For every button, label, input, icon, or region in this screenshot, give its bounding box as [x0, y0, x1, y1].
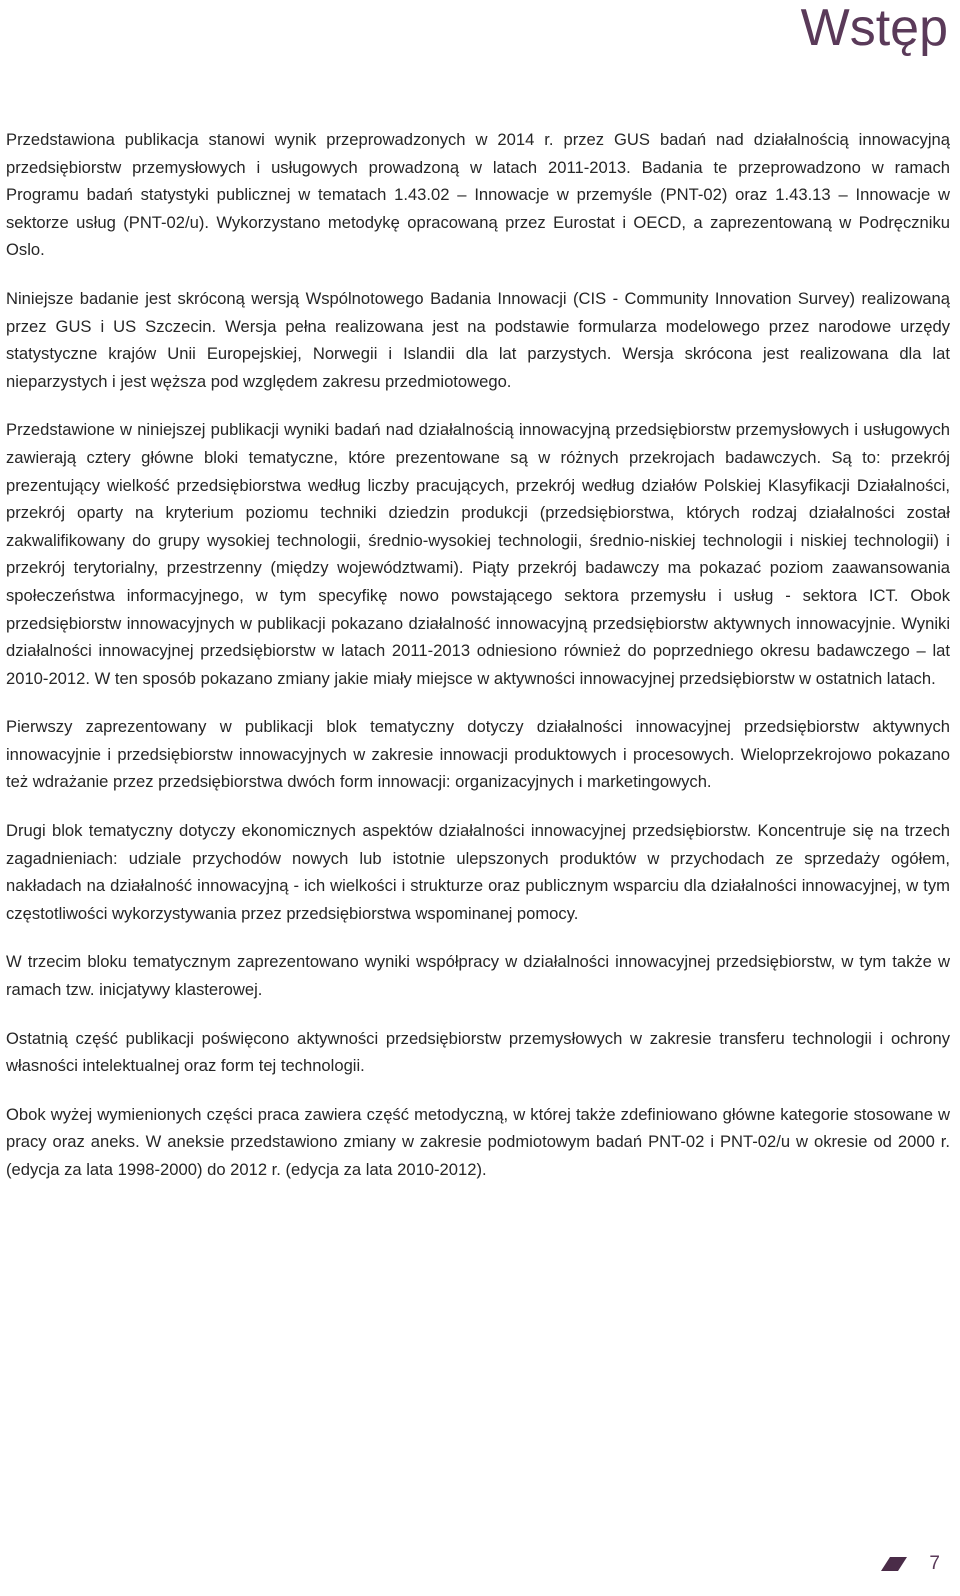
- paragraph-8: Obok wyżej wymienionych części praca zawiera część metodyczną, w której także zdefiniowano główne kategorie stosowane w pracy oraz aneks. W aneksie przedstawiono zmiany w zakresie podmiotowym badań PNT-02 i PNT-02/u w okresie od 2000 r. (edycja za lata 1998-2000) do 2012 r. (edycja za lata 2010-2012).: [6, 1104, 950, 1179]
- paragraph-6: W trzecim bloku tematycznym zaprezentowano wyniki współpracy w działalności innowacyjnej przedsiębiorstw, w tym także w ramach tzw. inicjatywy klasterowej.: [6, 952, 950, 1000]
- slash-mark-icon: [881, 1557, 907, 1571]
- paragraph-3: Przedstawione w niniejszej publikacji wyniki badań nad działalnością innowacyjną przedsiębiorstw przemysłowych i usługowych zawierają cztery główne bloki tematyczne, które prezentowane są w różnych przekrojach badawczych. Są to: przekrój prezentujący wielkość przedsiębiorstwa według liczby pracujących, przekrój według działów Polskiej Klasyfikacji Działalności, przekrój oparty na kryterium poziomu techniki dziedzin produkcji (przedsiębiorstwa, których rodzaj działalności został zakwalifikowany do grupy wysokiej technologii, średnio-wysokiej technologii, średnio-niskiej technologii i niskiej technologii) i przekrój terytorialny, przestrzenny (między województwami). Piąty przekrój badawczy ma pokazać poziom zaawansowania społeczeństwa informacyjnego, w tym specyfikę nowo powstającego sektora przemysłu i usług - sektora ICT. Obok przedsiębiorstw innowacyjnych w publikacji pokazano działalność innowacyjną przedsiębiorstw aktywnych innowacyjnie. Wyniki działalności innowacyjnej przedsiębiorstw w latach 2011-2013 odniesiono również do poprzedniego okresu badawczego – lat 2010-2012. W ten sposób pokazano zmiany jakie miały miejsce w aktywności innowacyjnej przedsiębiorstw w ostatnich latach.: [6, 420, 950, 688]
- page-footer: [881, 1554, 940, 1574]
- paragraph-7: Ostatnią część publikacji poświęcono aktywności przedsiębiorstw przemysłowych w zakresie transferu technologii i ochrony własności intelektualnej oraz form tej technologii.: [6, 1028, 950, 1076]
- page-title: Wstęp: [800, 0, 948, 57]
- paragraph-2: Niniejsze badanie jest skróconą wersją Wspólnotowego Badania Innowacji (CIS - Community Innovation Survey) realizowaną przez GUS i US Szczecin. Wersja pełna realizowana jest na podstawie formularza modelowego przez narodowe urzędy statystyczne krajów Unii Europejskiej, Norwegii i Islandii dla lat parzystych. Wersja skrócona jest realizowana dla lat nieparzystych i jest węższa pod względem zakresu przedmiotowego.: [6, 288, 950, 391]
- page-number: 7: [929, 1553, 940, 1574]
- paragraph-1: Przedstawiona publikacja stanowi wynik przeprowadzonych w 2014 r. przez GUS badań nad działalnością innowacyjną przedsiębiorstw przemysłowych i usługowych prowadzoną w latach 2011-2013. Badania te przeprowadzono w ramach Programu badań statystyki publicznej w tematach 1.43.02 – Innowacje w przemyśle (PNT-02) oraz 1.43.13 – Innowacje w sektorze usług (PNT-02/u). Wykorzystano metodykę opracowaną przez Eurostat i OECD, a zaprezentowaną w Podręczniku Oslo.: [6, 130, 950, 260]
- paragraph-4: Pierwszy zaprezentowany w publikacji blok tematyczny dotyczy działalności innowacyjnej przedsiębiorstw aktywnych innowacyjnie i przedsiębiorstw innowacyjnych w zakresie innowacji produktowych i procesowych. Wieloprzekrojowo pokazano też wdrażanie przez przedsiębiorstwa dwóch form innowacji: organizacyjnych i marketingowych.: [6, 717, 950, 792]
- document-body: [6, 126, 950, 1205]
- paragraph-5: Drugi blok tematyczny dotyczy ekonomicznych aspektów działalności innowacyjnej przedsiębiorstw. Koncentruje się na trzech zagadnieniach: udziale przychodów nowych lub istotnie ulepszonych produktów w przychodach ze sprzedaży ogółem, nakładach na działalność innowacyjną - ich wielkości i strukturze oraz publicznym wsparciu dla działalności innowacyjnej, w tym częstotliwości wykorzystywania przez przedsiębiorstwa wspominanej pomocy.: [6, 821, 950, 923]
